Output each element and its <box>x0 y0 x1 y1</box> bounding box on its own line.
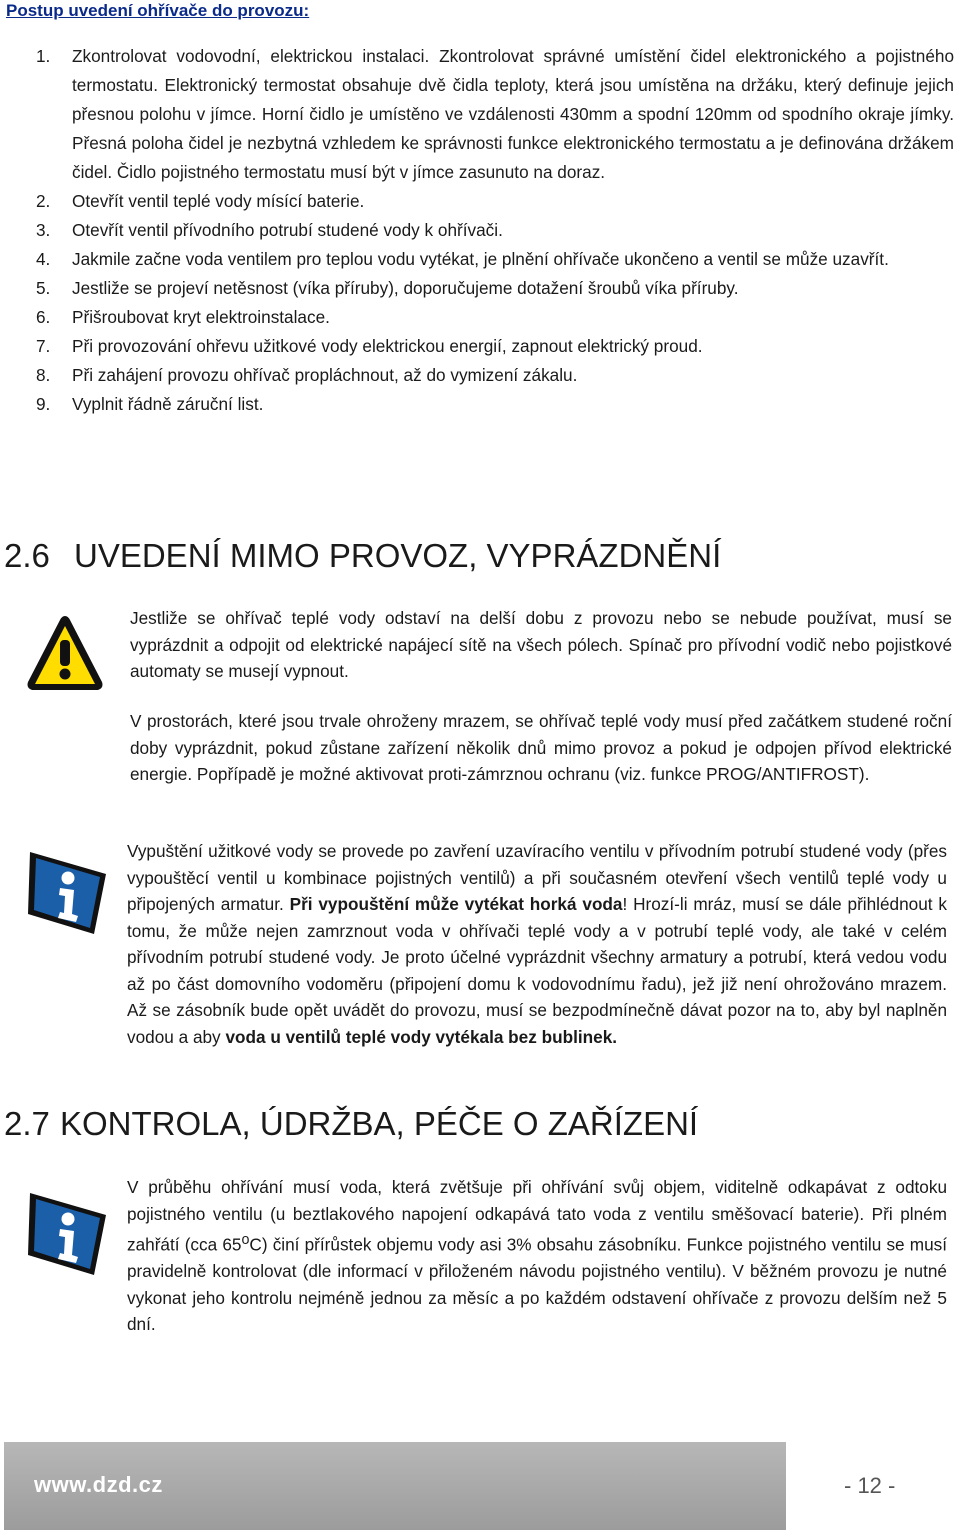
draining-text-part: ! Hrozí-li mráz, musí se dále přihlédnout k tomu, že může nejen zamrznout voda v ohřívači teplé vody a v potrubí teplé vody, ale také v celém přívodním potrubí studené vody. Je proto účelné vyprázdnit všechny armatury a potrubí, která vedou vodu až po část domovního vodoměru (připojení domu k vodovodnímu řadu), jež již není ohrožováno mrazem. Až se zásobník bude opět uvádět do provozu, musí se bezpodmínečně dávat pozor na to, aby byl naplněn vodou a aby <box>127 894 947 1047</box>
section-title-2-6 <box>4 536 721 576</box>
step-number: 8. <box>36 365 51 385</box>
draining-hot-water-warning: Při vypouštění může vytékat horká voda <box>289 894 623 914</box>
list-item <box>0 187 960 216</box>
paragraph-decommission: Jestliže se ohřívač teplé vody odstaví na delší dobu z provozu nebo se nebude používat, musí se vyprázdnit a odpojit od elektrické napájecí sítě na všech pólech. Spínač pro přívodní vodič nebo pojistkové automaty se musejí vypnout. <box>130 608 952 681</box>
step-number: 4. <box>36 249 51 269</box>
step-number: 5. <box>36 278 51 298</box>
step-text: Zkontrolovat vodovodní, elektrickou instalaci. Zkontrolovat správné umístění čidel elektronického a pojistného termostatu. Elektronický termostat obsahuje dvě čidla teploty, která jsou umístěna na držáku, který definuje jejich přesnou polohu v jímce. Horní čidlo je umístěno ve vzdálenosti 430mm a spodní 120mm od spodního okraje jímky. Přesná poloha čidel je nezbytná vzhledem ke správnosti funkce elektronického termostatu a je definována držákem čidel. Čidlo pojistného termostatu musí být v jímce zasunuto na doraz. <box>72 46 954 182</box>
section-title-text: KONTROLA, ÚDRŽBA, PÉČE O ZAŘÍZENÍ <box>60 1105 699 1142</box>
list-item <box>0 42 960 187</box>
step-text: Jestliže se projeví netěsnost (víka příruby), doporučujeme dotažení šroubů víka příruby. <box>72 278 739 298</box>
page-number: - 12 - <box>844 1473 896 1498</box>
info-icon <box>24 1185 112 1281</box>
step-text: Při provozování ohřevu užitkové vody elektrickou energií, zapnout elektrický proud. <box>72 336 703 356</box>
paragraph-frost-protection: V prostorách, které jsou trvale ohroženy mrazem, se ohřívač teplé vody musí před začátkem studené roční doby vyprázdnit, pokud zůstane zařízení několik dnů mimo provoz a pokud je odpojen přívod elektrické energie. Popřípadě je možné aktivovat proti-zámrznou ochranu (viz. funkce PROG/ANTIFROST). <box>130 711 952 784</box>
step-text: Otevřít ventil přívodního potrubí studené vody k ohřívači. <box>72 220 503 240</box>
list-item <box>0 361 960 390</box>
page-footer <box>4 1442 956 1530</box>
info-icon <box>24 844 112 940</box>
draining-text-part: Vypuštění užitkové vody se provede po zavření uzavíracího ventilu v přívodním potrubí studené vody (přes vypouštěcí ventil u kombinace pojistných ventilů) a při současném otevření všech ventilů teplé vody u připojených armatur. <box>127 841 947 914</box>
warning-triangle-icon <box>24 612 106 696</box>
maintenance-text-part: V průběhu ohřívání musí voda, která zvětšuje při ohřívání svůj objem, viditelně odkapávat z odtoku pojistného ventilu (u beztlakového napojení odkapává tato voda z ventilu směšovací baterie). Při plném zahřátí (cca 65 <box>127 1177 947 1255</box>
step-number: 3. <box>36 220 51 240</box>
list-item <box>0 216 960 245</box>
draining-bubbles-note: voda u ventilů teplé vody vytékala bez bublinek. <box>225 1026 618 1047</box>
section-number: 2.6 <box>4 537 50 574</box>
list-item <box>0 390 960 419</box>
page-number-box <box>786 1442 956 1530</box>
paragraph-maintenance <box>127 1174 947 1338</box>
step-number: 9. <box>36 394 51 414</box>
paragraph-draining <box>127 838 947 1050</box>
maintenance-text-part: C) činí přírůstek objemu vody asi 3% obsahu zásobníku. Funkce pojistného ventilu se musí pravidelně kontrolovat (dle informací v přiloženém návodu pojistného ventilu). V běžném provozu je nutné vykonat jeho kontrolu nejméně jednou za měsíc a po každém odstavení ohřívače z provozu delším než 5 dní. <box>127 1234 947 1335</box>
section-title-2-7 <box>4 1104 698 1144</box>
list-item <box>0 303 960 332</box>
section-title-text: UVEDENÍ MIMO PROVOZ, VYPRÁZDNĚNÍ <box>74 537 722 574</box>
list-item <box>0 245 960 274</box>
step-number: 6. <box>36 307 51 327</box>
step-number: 1. <box>36 46 51 66</box>
step-text: Přišroubovat kryt elektroinstalace. <box>72 307 330 327</box>
step-text: Při zahájení provozu ohřívač propláchnout, až do vymizení zákalu. <box>72 365 578 385</box>
step-text: Vyplnit řádně záruční list. <box>72 394 264 414</box>
page-heading: Postup uvedení ohřívače do provozu: <box>6 1 310 20</box>
footer-website: www.dzd.cz <box>34 1472 163 1497</box>
startup-steps-list <box>0 42 960 419</box>
degree-superscript: o <box>241 1232 250 1248</box>
list-item <box>0 332 960 361</box>
step-number: 2. <box>36 191 51 211</box>
section-number: 2.7 <box>4 1105 50 1142</box>
list-item <box>0 274 960 303</box>
step-text: Jakmile začne voda ventilem pro teplou vodu vytékat, je plnění ohřívače ukončeno a ventil se může uzavřít. <box>72 249 889 269</box>
step-text: Otevřít ventil teplé vody mísící baterie. <box>72 191 365 211</box>
step-number: 7. <box>36 336 51 356</box>
